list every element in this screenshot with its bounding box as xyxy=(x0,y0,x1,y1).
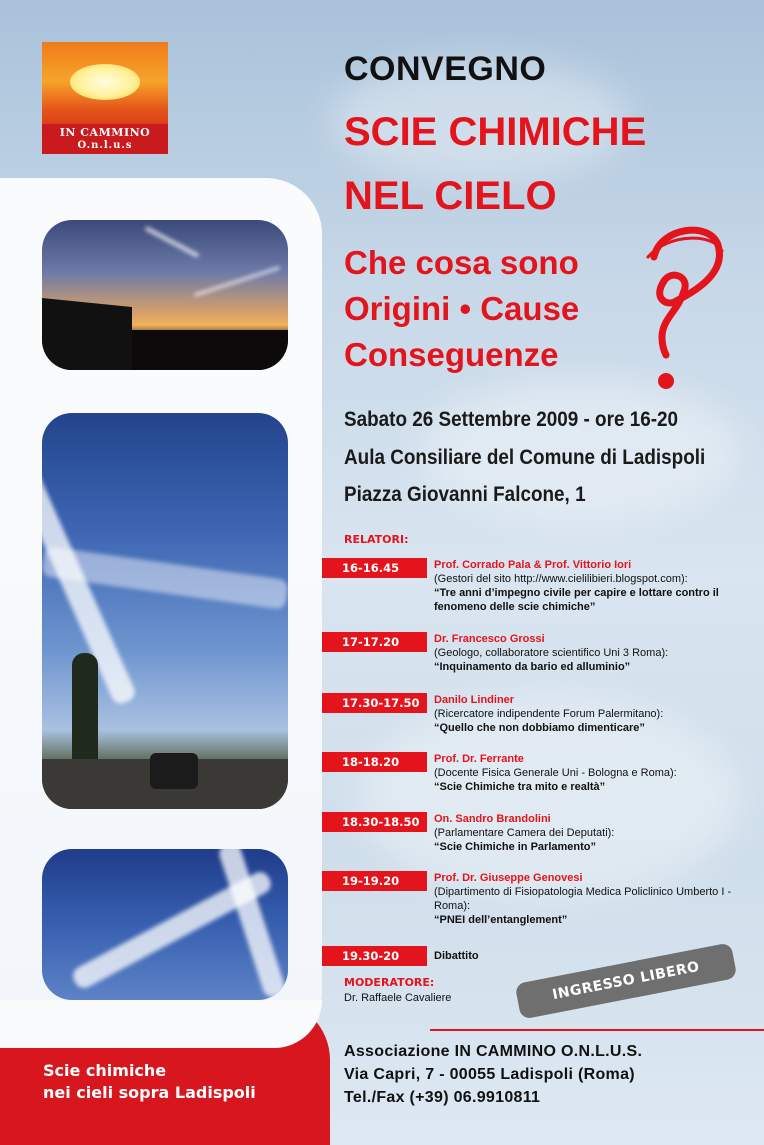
talk-item xyxy=(434,558,754,614)
time-slot: 18-18.20 xyxy=(322,752,427,772)
time-slot: 16-16.45 xyxy=(322,558,427,578)
speaker: Danilo Lindiner xyxy=(434,694,515,706)
ground-silhouette xyxy=(132,330,288,370)
speaker: On. Sandro Brandolini xyxy=(434,813,551,825)
speaker: Dibattito xyxy=(434,950,479,962)
affiliation: (Dipartimento di Fisiopatologia Medica Policlinico Umberto I - Roma): xyxy=(434,886,732,912)
time-slot: 19.30-20 xyxy=(322,946,427,966)
talk-title: “Scie Chimiche tra mito e realtà” xyxy=(434,781,606,793)
logo-line2: O.n.l.u.s xyxy=(77,140,133,151)
talk-title: “PNEI dell’entanglement” xyxy=(434,914,568,926)
talk-item xyxy=(434,752,754,794)
event-address: Piazza Giovanni Falcone, 1 xyxy=(344,483,586,506)
affiliation: (Gestori del sito http://www.cielilibieri.blogspot.com): xyxy=(434,573,688,585)
ingresso-libero-badge: INGRESSO LIBERO xyxy=(515,942,738,1019)
x-contrail-photo xyxy=(42,849,288,1000)
car xyxy=(150,753,198,789)
panel-bottom-curve xyxy=(0,1000,322,1048)
association-phone: Tel./Fax (+39) 06.9910811 xyxy=(344,1089,541,1106)
speaker: Prof. Corrado Pala & Prof. Vittorio Iori xyxy=(434,559,632,571)
talk-item xyxy=(434,632,754,674)
subtitle-line1: Che cosa sono xyxy=(344,244,579,281)
moderator-label: MODERATORE: xyxy=(344,976,435,989)
divider-line xyxy=(430,1029,764,1031)
talk-title: “Tre anni d’impegno civile per capire e lottare contro il fenomeno delle scie chimiche” xyxy=(434,587,719,613)
title-line2: NEL CIELO xyxy=(344,174,557,218)
time-slot: 19-19.20 xyxy=(322,871,427,891)
in-cammino-logo xyxy=(42,42,168,154)
talk-title: “Quello che non dobbiamo dimenticare” xyxy=(434,722,645,734)
subtitle-line3: Conseguenze xyxy=(344,336,559,373)
photo-caption xyxy=(43,1060,256,1104)
time-slot: 18.30-18.50 xyxy=(322,812,427,832)
talk-item xyxy=(434,812,754,854)
affiliation: (Docente Fisica Generale Uni - Bologna e Roma): xyxy=(434,767,677,779)
convegno-heading: CONVEGNO xyxy=(344,50,547,88)
moderator-name: Dr. Raffaele Cavaliere xyxy=(344,992,452,1004)
subtitle-line2: Origini • Cause xyxy=(344,290,580,327)
affiliation: (Ricercatore indipendente Forum Palermitano): xyxy=(434,708,664,720)
time-slot: 17-17.20 xyxy=(322,632,427,652)
logo-line1: IN CAMMINO xyxy=(59,126,151,139)
sunset-sky-photo xyxy=(42,220,288,370)
caption-line1: Scie chimiche xyxy=(43,1061,167,1080)
affiliation: (Geologo, collaboratore scientifico Uni 3 Roma): xyxy=(434,647,669,659)
caption-line2: nei cieli sopra Ladispoli xyxy=(43,1083,256,1102)
contrail-sky-photo xyxy=(42,413,288,809)
relatori-label: RELATORI: xyxy=(344,533,409,546)
sun-icon xyxy=(70,64,140,100)
event-venue: Aula Consiliare del Comune di Ladispoli xyxy=(344,446,706,469)
building-silhouette xyxy=(42,280,132,370)
cypress-tree xyxy=(72,653,98,763)
association-name: Associazione IN CAMMINO O.N.L.U.S. xyxy=(344,1043,643,1060)
speaker: Dr. Francesco Grossi xyxy=(434,633,545,645)
time-slot: 17.30-17.50 xyxy=(322,693,427,713)
red-question-mark-icon xyxy=(642,215,732,395)
talk-title: “Inquinamento da bario ed alluminio” xyxy=(434,661,631,673)
event-date: Sabato 26 Settembre 2009 - ore 16-20 xyxy=(344,408,679,431)
talk-item xyxy=(434,693,754,735)
title-line1: SCIE CHIMICHE xyxy=(344,110,647,154)
talk-title: “Scie Chimiche in Parlamento” xyxy=(434,841,596,853)
speaker: Prof. Dr. Giuseppe Genovesi xyxy=(434,872,583,884)
speaker: Prof. Dr. Ferrante xyxy=(434,753,524,765)
talk-item xyxy=(434,871,734,927)
association-address: Via Capri, 7 - 00055 Ladispoli (Roma) xyxy=(344,1066,635,1083)
affiliation: (Parlamentare Camera dei Deputati): xyxy=(434,827,615,839)
